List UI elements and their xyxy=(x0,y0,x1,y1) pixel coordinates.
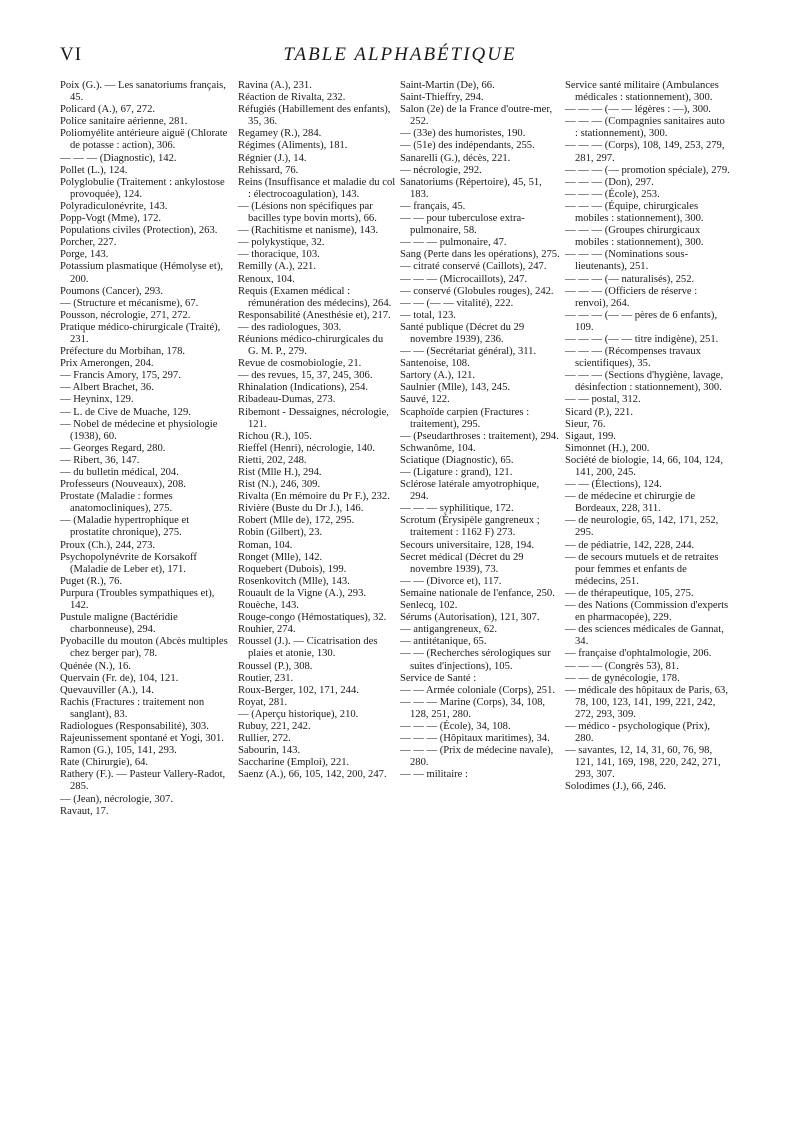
index-entry: Revue de cosmobiologie, 21. xyxy=(238,358,362,370)
index-entry: Polyradiculonévrite, 143. xyxy=(60,200,168,212)
index-entry: Porge, 143. xyxy=(60,249,109,261)
index-entry: — — — pulmonaire, 47. xyxy=(400,237,507,249)
index-entry: Société de biologie, 14, 66, 104, 124, 141, 200, 245. xyxy=(565,454,724,478)
index-entry: Sclérose latérale amyotrophique, 294. xyxy=(400,479,540,503)
index-entry: Ribadeau-Dumas, 273. xyxy=(238,394,336,406)
index-entry: — — — (École), 34, 108. xyxy=(400,720,511,732)
index-entry: — de secours mutuels et de retraites pour femmes et enfants de médecins, 251. xyxy=(565,551,719,587)
index-entry: — polykystique, 32. xyxy=(238,237,325,249)
index-entry: — — — syphilitique, 172. xyxy=(400,503,514,515)
index-entry: — français, 45. xyxy=(400,200,466,212)
index-entry: Quénée (N.), 16. xyxy=(60,660,131,672)
index-column-4 xyxy=(565,80,730,794)
index-entry: Sicard (P.), 221. xyxy=(565,406,633,418)
index-entry: Ronget (Mlle), 142. xyxy=(238,551,323,563)
index-entry: — — — (— — pères de 6 enfants), 109. xyxy=(565,309,718,333)
index-entry: — (Jean), nécrologie, 307. xyxy=(60,793,173,805)
index-entry: — — (Recherches sérologiques sur suites d'injections), 105. xyxy=(400,648,551,672)
index-entry: Reins (Insuffisance et maladie du col : électrocoagulation), 143. xyxy=(238,176,396,200)
index-entry: — — (Élections), 124. xyxy=(565,479,662,491)
index-entry: Régimes (Aliments), 181. xyxy=(238,140,348,152)
index-entry: — — — (Congrès 53), 81. xyxy=(565,660,679,672)
index-entry: Pollet (L.), 124. xyxy=(60,164,128,176)
index-entry: Réfugiés (Habillement des enfants), 35, 36. xyxy=(238,104,391,128)
index-entry: Ravaut, 17. xyxy=(60,805,109,817)
index-entry: — — — (Officiers de réserve : renvoi), 264. xyxy=(565,285,698,309)
index-entry: Solodimes (J.), 66, 246. xyxy=(565,781,666,793)
index-entry: — conservé (Globules rouges), 242. xyxy=(400,285,554,297)
index-entry: — des revues, 15, 37, 245, 306. xyxy=(238,370,373,382)
index-entry: Regamey (R.), 284. xyxy=(238,128,322,140)
index-entry: Rouge-congo (Hémostatiques), 32. xyxy=(238,612,387,624)
index-entry: Roux-Berger, 102, 171, 244. xyxy=(238,684,359,696)
index-entry: Préfecture du Morbihan, 178. xyxy=(60,346,186,358)
index-column-1 xyxy=(60,80,230,818)
index-entry: Popp-Vogt (Mme), 172. xyxy=(60,213,162,225)
index-entry: Rachis (Fractures : traitement non sanglant), 83. xyxy=(60,696,205,720)
index-entry: Quevauviller (A.), 14. xyxy=(60,684,154,696)
index-entry: Sang (Perte dans les opérations), 275. xyxy=(400,249,560,261)
index-entry: Rubuy, 221, 242. xyxy=(238,720,311,732)
index-entry: Rosenkovitch (Mlle), 143. xyxy=(238,575,350,587)
index-entry: — de médecine et chirurgie de Bordeaux, 228, 311. xyxy=(565,491,696,515)
index-entry: Rieffel (Henri), nécrologie, 140. xyxy=(238,442,375,454)
index-entry: — médicale des hôpitaux de Paris, 63, 78, 100, 123, 141, 199, 221, 242, 272, 293, 309. xyxy=(565,684,728,720)
index-entry: Sanatoriums (Répertoire), 45, 51, 183. xyxy=(400,176,542,200)
index-entry: Purpura (Troubles sympathiques et), 142. xyxy=(60,587,215,612)
index-entry: Secret médical (Décret du 29 novembre 1939), 73. xyxy=(400,551,524,575)
index-entry: — des Nations (Commission d'experts en pharmacopée), 229. xyxy=(565,600,729,624)
index-entry: Rouault de la Vigne (A.), 293. xyxy=(238,587,367,599)
index-entry: Polyglobulie (Traitement : ankylostose provoquée), 124. xyxy=(60,176,225,200)
index-entry: — — Armée coloniale (Corps), 251. xyxy=(400,684,556,696)
index-entry: Scrotum (Érysipèle gangreneux ; traitement : 1162 F) 273. xyxy=(400,515,540,539)
index-entry: Sigaut, 199. xyxy=(565,430,616,442)
index-entry: Routier, 231. xyxy=(238,672,294,684)
index-entry: — — — (— naturalisés), 252. xyxy=(565,273,695,285)
index-entry: Royat, 281. xyxy=(238,696,288,708)
index-entry: — des sciences médicales de Gannat, 34. xyxy=(565,624,724,648)
index-entry: — — — (Nominations sous-lieutenants), 251. xyxy=(565,249,689,273)
index-entry: Rate (Chirurgie), 64. xyxy=(60,757,149,769)
page-title: TABLE ALPHABÉTIQUE xyxy=(283,44,517,65)
index-entry: Remilly (A.), 221. xyxy=(238,261,316,273)
index-entry: — — — (Hôpitaux maritimes), 34. xyxy=(400,733,550,745)
index-entry: Service santé militaire (Ambulances médicales : stationnement), 300. xyxy=(565,80,719,104)
index-entry: — savantes, 12, 14, 31, 60, 76, 98, 121, 141, 169, 198, 220, 242, 271, 293, 307. xyxy=(565,745,721,781)
index-entry: — — (Secrétariat général), 311. xyxy=(400,346,537,358)
index-entry: Richou (R.), 105. xyxy=(238,430,312,442)
index-entry: — (Rachitisme et nanisme), 143. xyxy=(238,225,379,237)
index-entry: — — — (École), 253. xyxy=(565,188,660,200)
index-entry: Rajeunissement spontané et Yogi, 301. xyxy=(60,733,224,745)
index-entry: Ravina (A.), 231. xyxy=(238,80,312,91)
index-entry: Sciatique (Diagnostic), 65. xyxy=(400,454,514,466)
index-column-3 xyxy=(400,80,560,781)
index-entry: Robin (Gilbert), 23. xyxy=(238,527,323,539)
index-entry: Saenz (A.), 66, 105, 142, 200, 247. xyxy=(238,769,387,781)
index-entry: Secours universitaire, 128, 194. xyxy=(400,539,535,551)
index-entry: — — — (Don), 297. xyxy=(565,176,654,188)
index-entry: Réaction de Rivalta, 232. xyxy=(238,92,346,104)
index-entry: Pyobacille du mouton (Abcès multiples chez berger par), 78. xyxy=(60,636,228,660)
index-entry: — — — (Récompenses travaux scientifiques), 35. xyxy=(565,346,701,370)
index-entry: Robert (Mlle de), 172, 295. xyxy=(238,515,355,527)
index-entry: — — — (— promotion spéciale), 279. xyxy=(565,164,730,176)
index-entry: — Nobel de médecine et physiologie (1938), 60. xyxy=(60,418,218,442)
index-entry: Saulnier (Mlle), 143, 245. xyxy=(400,382,511,394)
index-entry: Senlecq, 102. xyxy=(400,600,458,612)
index-entry: Populations civiles (Protection), 263. xyxy=(60,225,218,237)
index-entry: — Georges Regard, 280. xyxy=(60,442,166,454)
index-entry: Policard (A.), 67, 272. xyxy=(60,104,156,116)
index-entry: — de pédiatrie, 142, 228, 244. xyxy=(565,539,695,551)
index-entry: — — — (— — légères : —), 300. xyxy=(565,104,711,116)
index-entry: Sartory (A.), 121. xyxy=(400,370,476,382)
index-entry: — — de gynécologie, 178. xyxy=(565,672,680,684)
index-entry: Salon (2e) de la France d'outre-mer, 252. xyxy=(400,104,553,128)
index-entry: — — — (Diagnostic), 142. xyxy=(60,152,177,164)
index-entry: Pustule maligne (Bactéridie charbonneuse), 294. xyxy=(60,612,178,636)
index-entry: Sanarelli (G.), décès, 221. xyxy=(400,152,511,164)
index-entry: — Heyninx, 129. xyxy=(60,394,134,406)
index-entry: Sabourin, 143. xyxy=(238,745,301,757)
index-entry: — (Pseudarthroses : traitement), 294. xyxy=(400,430,559,442)
index-entry: — — — (— — titre indigène), 251. xyxy=(565,333,719,345)
index-entry: Quervain (Fr. de), 104, 121. xyxy=(60,672,179,684)
index-entry: Saccharine (Emploi), 221. xyxy=(238,757,350,769)
index-entry: Semaine nationale de l'enfance, 250. xyxy=(400,587,555,599)
index-entry: Potassium plasmatique (Hémolyse et), 200. xyxy=(60,261,223,285)
index-entry: — — (— — vitalité), 222. xyxy=(400,297,514,309)
index-entry: Sérums (Autorisation), 121, 307. xyxy=(400,612,540,624)
index-entry: Pousson, nécrologie, 271, 272. xyxy=(60,309,191,321)
index-entry: Rullier, 272. xyxy=(238,733,291,745)
index-entry: — — — (Compagnies sanitaires auto : stationnement), 300. xyxy=(565,116,725,140)
index-entry: Poliomyélite antérieure aiguë (Chlorate de potasse : action), 306. xyxy=(60,128,228,152)
index-entry: Santenoise, 108. xyxy=(400,358,470,370)
index-entry: Prix Amerongen, 204. xyxy=(60,358,154,370)
index-entry: Rathery (F.). — Pasteur Vallery-Radot, 285. xyxy=(60,769,226,793)
index-entry: Responsabilité (Anesthésie et), 217. xyxy=(238,309,391,321)
index-entry: Professeurs (Nouveaux), 208. xyxy=(60,479,186,491)
index-entry: — — — (Microcaillots), 247. xyxy=(400,273,528,285)
index-entry: — — — Marine (Corps), 34, 108, 128, 251, 280. xyxy=(400,696,546,720)
index-entry: — thoracique, 103. xyxy=(238,249,320,261)
index-entry: Sieur, 76. xyxy=(565,418,606,430)
index-entry: Service de Santé : xyxy=(400,672,477,684)
index-entry: Régnier (J.), 14. xyxy=(238,152,307,164)
index-entry: Proux (Ch.), 244, 273. xyxy=(60,539,156,551)
index-entry: Rhinalation (Indications), 254. xyxy=(238,382,369,394)
index-entry: — — militaire : xyxy=(400,769,468,781)
index-entry: — médico - psychologique (Prix), 280. xyxy=(565,720,711,745)
index-entry: Roussel (P.), 308. xyxy=(238,660,313,672)
index-entry: Scaphoïde carpien (Fractures : traitement), 295. xyxy=(400,406,530,430)
index-entry: — des radiologues, 303. xyxy=(238,321,342,333)
index-entry: Schwanôme, 104. xyxy=(400,442,476,454)
index-entry: — de thérapeutique, 105, 275. xyxy=(565,587,694,599)
index-entry: Saint-Thieffry, 294. xyxy=(400,92,484,104)
index-entry: — Albert Brachet, 36. xyxy=(60,382,154,394)
index-entry: — — (Divorce et), 117. xyxy=(400,575,502,587)
index-entry: Rietti, 202, 248. xyxy=(238,454,307,466)
index-entry: — (Aperçu historique), 210. xyxy=(238,708,359,720)
index-entry: Porcher, 227. xyxy=(60,237,117,249)
page-number: VI xyxy=(60,44,83,65)
index-entry: Rouèche, 143. xyxy=(238,600,299,612)
index-entry: — (Structure et mécanisme), 67. xyxy=(60,297,199,309)
index-entry: — du bulletin médical, 204. xyxy=(60,467,179,478)
index-entry: — — — (Prix de médecine navale), 280. xyxy=(400,745,554,769)
index-entry: — — — (Équipe, chirurgicales mobiles : stationnement), 300. xyxy=(565,200,704,225)
index-entry: Puget (R.), 76. xyxy=(60,575,123,587)
index-entry: Roussel (J.). — Cicatrisation des plaies et atonie, 130. xyxy=(238,636,378,660)
index-entry: — de neurologie, 65, 142, 171, 252, 295. xyxy=(565,515,719,539)
index-entry: Requis (Examen médical : rémunération des médecins), 264. xyxy=(238,285,392,309)
index-entry: Saint-Martin (De), 66. xyxy=(400,80,495,91)
index-entry: Rist (Mlle H.), 294. xyxy=(238,467,322,478)
index-entry: Prostate (Maladie : formes anatomocliniques), 275. xyxy=(60,491,173,515)
index-entry: — française d'ophtalmologie, 206. xyxy=(565,648,712,660)
index-entry: — antitétanique, 65. xyxy=(400,636,487,648)
index-entry: — total, 123. xyxy=(400,309,456,321)
index-entry: — — postal, 312. xyxy=(565,394,641,406)
index-entry: Roman, 104. xyxy=(238,539,293,551)
index-entry: Police sanitaire aérienne, 281. xyxy=(60,116,188,128)
index-entry: Simonnet (H.), 200. xyxy=(565,442,650,454)
index-entry: — Ribert, 36, 147. xyxy=(60,454,140,466)
index-entry: Rouhier, 274. xyxy=(238,624,296,636)
index-entry: — citraté conservé (Caillots), 247. xyxy=(400,261,547,273)
index-entry: — (Ligature : grand), 121. xyxy=(400,467,513,478)
index-entry: Radiologues (Responsabilité), 303. xyxy=(60,720,209,732)
index-entry: — — — (Sections d'hygiène, lavage, désinfection : stationnement), 300. xyxy=(565,370,724,394)
index-entry: Rivière (Buste du Dr J.), 146. xyxy=(238,503,364,515)
index-entry: — — — (Corps), 108, 149, 253, 279, 281, 297. xyxy=(565,140,725,164)
index-entry: Ramon (G.), 105, 141, 293. xyxy=(60,745,177,757)
index-entry: — nécrologie, 292. xyxy=(400,164,482,176)
index-entry: — (33e) des humoristes, 190. xyxy=(400,128,526,140)
index-entry: Sauvé, 122. xyxy=(400,394,450,406)
index-entry: — — pour tuberculose extra-pulmonaire, 58. xyxy=(400,213,525,237)
index-entry: Poix (G.). — Les sanatoriums français, 45. xyxy=(60,80,226,104)
index-entry: — (51e) des indépendants, 255. xyxy=(400,140,535,152)
index-entry: Rehissard, 76. xyxy=(238,164,299,176)
index-entry: Roquebert (Dubois), 199. xyxy=(238,563,347,575)
index-entry: — — — (Groupes chirurgicaux mobiles : stationnement), 300. xyxy=(565,225,704,249)
index-entry: — (Maladie hypertrophique et prostatite chronique), 275. xyxy=(60,515,190,539)
index-entry: Renoux, 104. xyxy=(238,273,295,285)
index-entry: — L. de Cive de Muache, 129. xyxy=(60,406,191,418)
index-entry: Ribemont - Dessaignes, nécrologie, 121. xyxy=(238,406,389,430)
index-entry: Poumons (Cancer), 293. xyxy=(60,285,163,297)
index-entry: Pratique médico-chirurgicale (Traité), 231. xyxy=(60,321,221,345)
index-entry: — antigangreneux, 62. xyxy=(400,624,498,636)
index-entry: Psychopolynévrite de Korsakoff (Maladie de Leber et), 171. xyxy=(60,551,197,575)
index-entry: — (Lésions non spécifiques par bacilles type bovin morts), 66. xyxy=(238,200,377,225)
index-entry: Rivalta (En mémoire du Pr F.), 232. xyxy=(238,491,390,503)
index-entry: Santé publique (Décret du 29 novembre 1939), 236. xyxy=(400,321,525,345)
index-entry: Réunions médico-chirurgicales du G. M. P., 279. xyxy=(238,333,384,358)
index-entry: — Francis Amory, 175, 297. xyxy=(60,370,181,382)
index-column-2 xyxy=(238,80,396,781)
index-entry: Rist (N.), 246, 309. xyxy=(238,479,321,491)
